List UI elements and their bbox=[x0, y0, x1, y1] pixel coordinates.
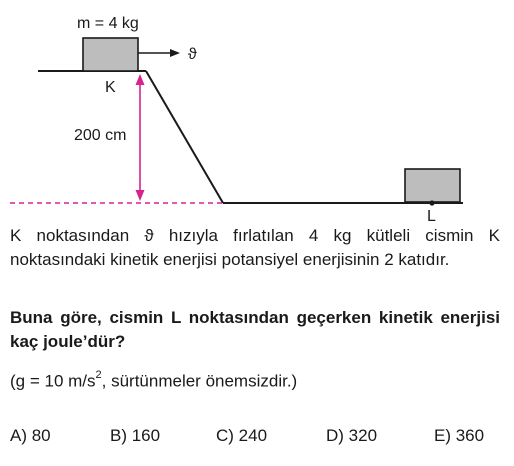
block-at-k bbox=[83, 38, 138, 71]
velocity-symbol: ϑ bbox=[188, 46, 197, 63]
answer-choices bbox=[10, 426, 510, 450]
point-l-dot bbox=[429, 200, 434, 205]
velocity-arrowhead bbox=[170, 49, 180, 57]
height-label: 200 cm bbox=[74, 127, 127, 144]
height-arrowhead-top bbox=[136, 74, 145, 85]
givens-exponent: 2 bbox=[95, 369, 102, 381]
physics-figure bbox=[0, 0, 514, 222]
question-givens bbox=[10, 365, 297, 394]
choice-e[interactable]: E) 360 bbox=[434, 426, 485, 445]
height-arrowhead-bottom bbox=[136, 190, 145, 201]
givens-end: , sürtünmeler önemsizdir.) bbox=[101, 371, 298, 391]
point-l-label: L bbox=[427, 208, 436, 222]
incline-line bbox=[146, 71, 223, 203]
point-k-label: K bbox=[105, 79, 116, 96]
mass-label: m = 4 kg bbox=[77, 15, 139, 32]
choice-c[interactable]: C) 240 bbox=[216, 426, 268, 445]
block-at-l bbox=[405, 169, 460, 202]
question-prompt: Buna göre, cismin L noktasından geçerken kinetik enerjisi kaç joule’dür? bbox=[10, 308, 500, 351]
choice-d[interactable]: D) 320 bbox=[326, 426, 378, 445]
choice-b[interactable]: B) 160 bbox=[110, 426, 161, 445]
givens-start: (g = 10 m/s bbox=[10, 371, 96, 391]
question-text: K noktasından ϑ hızıyla fırlatılan 4 kg kütleli cismin K noktasındaki kinetik enerjisi potansiyel enerjisinin 2 katıdır. bbox=[10, 226, 500, 269]
choice-a[interactable]: A) 80 bbox=[10, 426, 51, 445]
